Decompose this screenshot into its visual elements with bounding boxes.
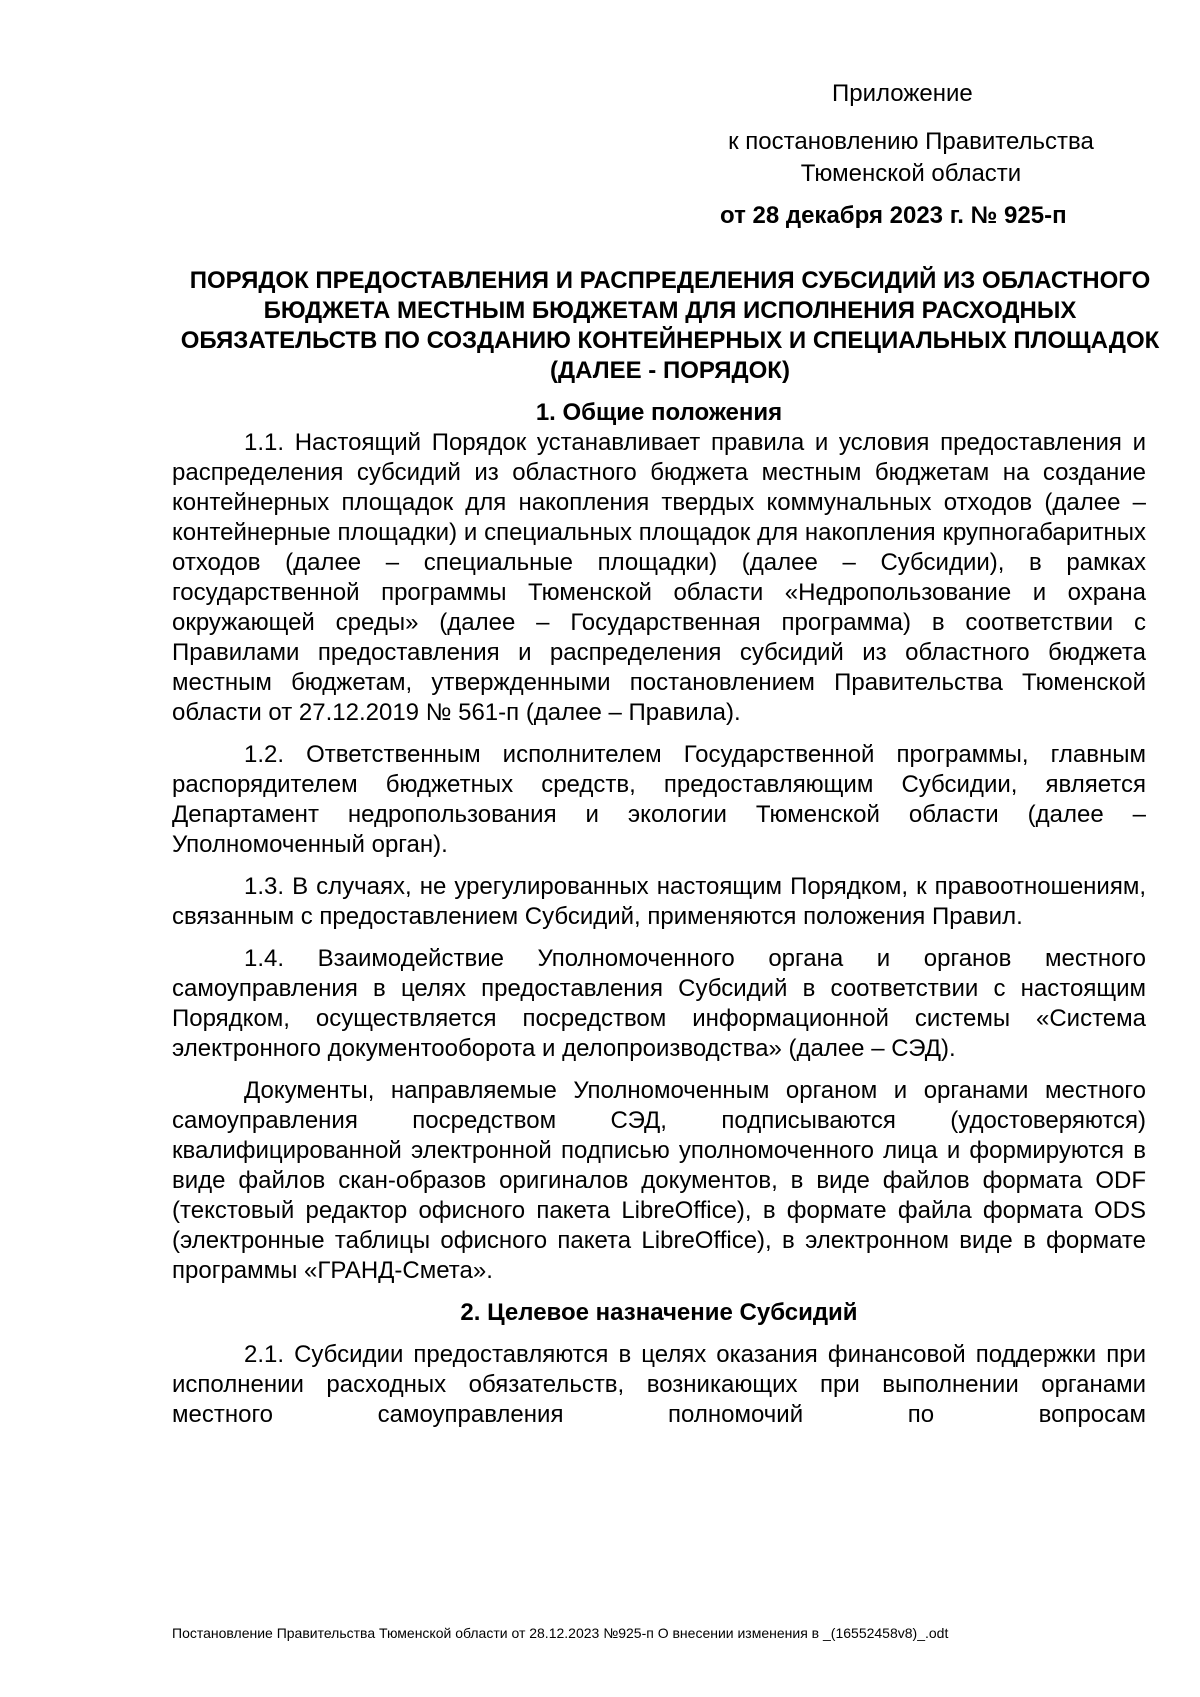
resolution-reference: к постановлению Правительства: [728, 128, 1094, 155]
paragraph-2-1: 2.1. Субсидии предоставляются в целях оказания финансовой поддержки при исполнении расходных обязательств, возникающих при выполнении органами местного самоуправления полномочий по вопросам: [172, 1341, 1146, 1428]
document-footer-filename: Постановление Правительства Тюменской области от 28.12.2023 №925-п О внесении изменения в _(16552458v8)_.odt: [172, 1625, 949, 1641]
paragraph-documents: Документы, направляемые Уполномоченным органом и органами местного самоуправления посредством СЭД, подписываются (удостоверяются) квалифицированной электронной подписью уполномоченного лица и формируются в виде файлов скан-образов оригиналов документов, в виде файлов формата ODF (текстовый редактор офисного пакета LibreOffice), в формате файла формата ODS (электронные таблицы офисного пакета LibreOffice), в электронном виде в формате программы «ГРАНД-Смета».: [172, 1077, 1146, 1284]
document-body: [172, 398, 1146, 1442]
document-title: ПОРЯДОК ПРЕДОСТАВЛЕНИЯ И РАСПРЕДЕЛЕНИЯ СУБСИДИЙ ИЗ ОБЛАСТНОГО БЮДЖЕТА МЕСТНЫМ БЮДЖЕТАМ ДЛЯ ИСПОЛНЕНИЯ РАСХОДНЫХ ОБЯЗАТЕЛЬСТВ ПО СОЗДАНИЮ КОНТЕЙНЕРНЫХ И СПЕЦИАЛЬНЫХ ПЛОЩАДОК (ДАЛЕЕ - ПОРЯДОК): [180, 267, 1160, 384]
paragraph-1-3: 1.3. В случаях, не урегулированных настоящим Порядком, к правоотношениям, связанным с предоставлением Субсидий, применяются положения Правил.: [172, 873, 1146, 930]
resolution-date-number: от 28 декабря 2023 г. № 925-п: [720, 202, 1067, 229]
paragraph-1-2: 1.2. Ответственным исполнителем Государственной программы, главным распорядителем бюджетных средств, предоставляющим Субсидии, является Департамент недропользования и экологии Тюменской области (далее – Уполномоченный орган).: [172, 741, 1146, 858]
section-1-heading: 1. Общие положения: [535, 399, 783, 426]
appendix-label: Приложение: [832, 80, 973, 107]
region-name: Тюменской области: [800, 160, 1022, 187]
section-2-heading: 2. Целевое назначение Субсидий: [460, 1299, 858, 1326]
paragraph-1-1: 1.1. Настоящий Порядок устанавливает правила и условия предоставления и распределения субсидий из областного бюджета местным бюджетам на создание контейнерных площадок для накопления твердых коммунальных отходов (далее – контейнерные площадки) и специальных площадок для накопления крупногабаритных отходов (далее – специальные площадки) (далее – Субсидии), в рамках государственной программы Тюменской области «Недропользование и охрана окружающей среды» (далее – Государственная программа) в соответствии с Правилами предоставления и распределения субсидий из областного бюджета местным бюджетам, утвержденными постановлением Правительства Тюменской области от 27.12.2019 № 561-п (далее – Правила).: [172, 429, 1146, 726]
paragraph-1-4: 1.4. Взаимодействие Уполномоченного органа и органов местного самоуправления в целях предоставления Субсидий в соответствии с настоящим Порядком, осуществляется посредством информационной системы «Система электронного документооборота и делопроизводства» (далее – СЭД).: [172, 945, 1146, 1062]
